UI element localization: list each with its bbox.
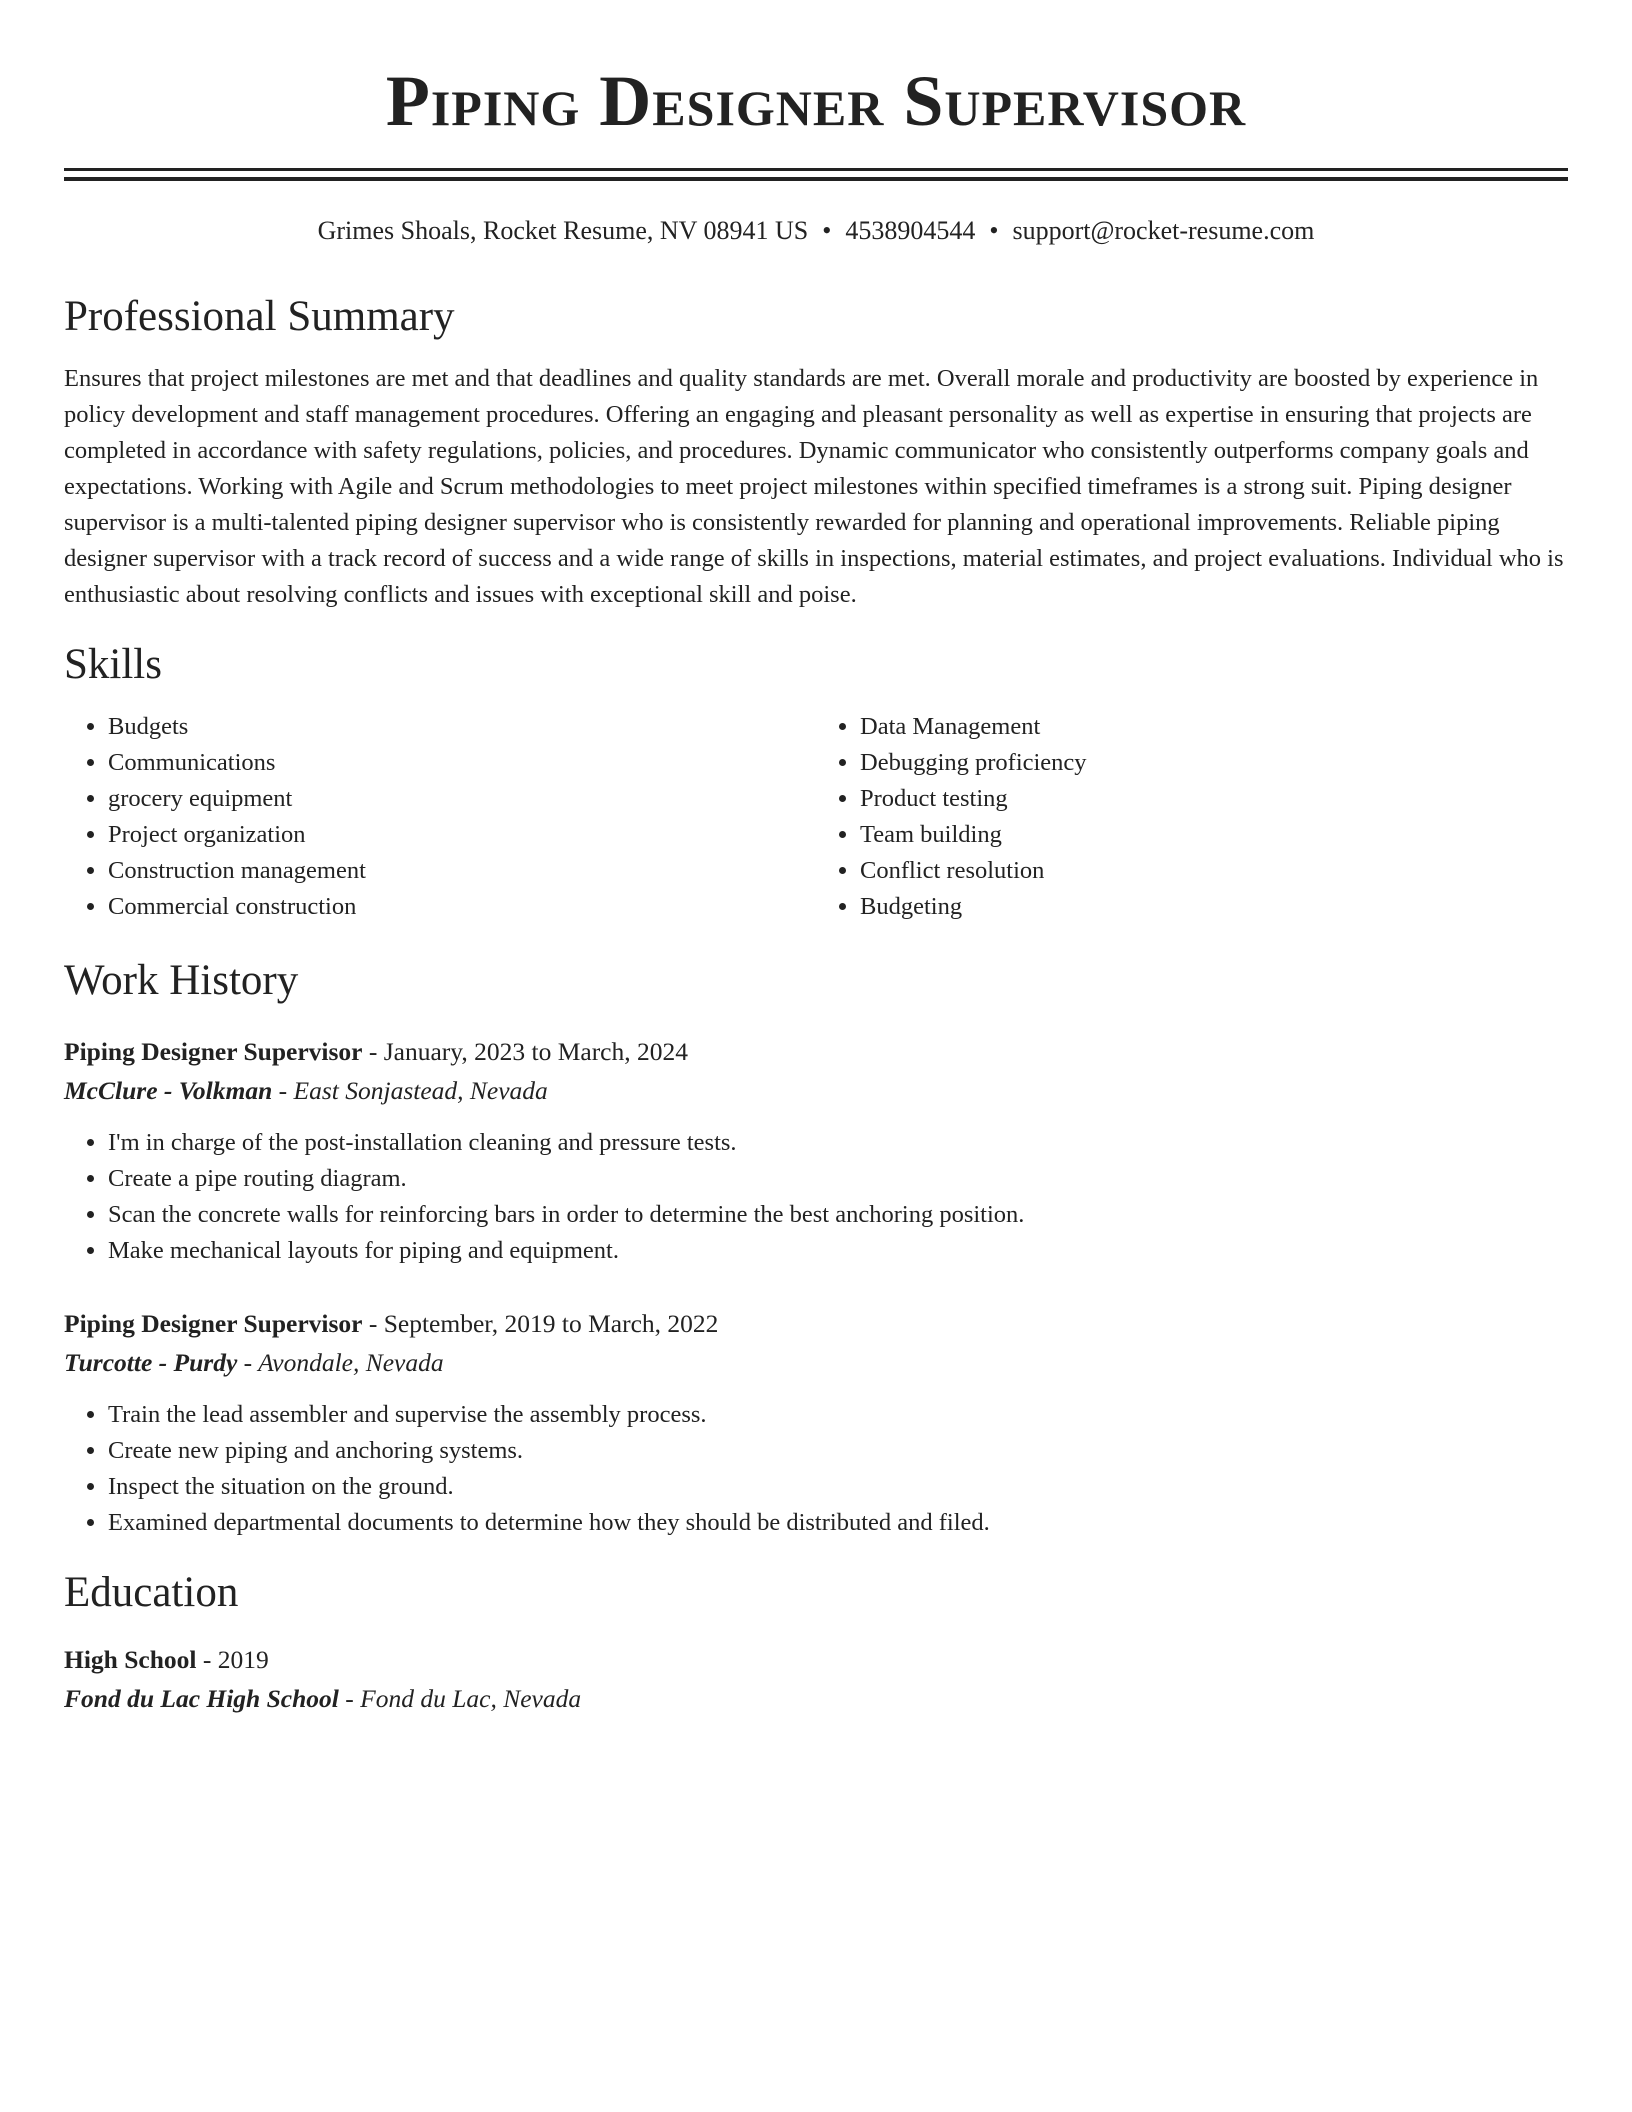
job-bullet: • Train the lead assembler and supervise the assembly process.: [108, 1397, 1568, 1433]
job-bullet: • Examined departmental documents to determine how they should be distributed and filed.: [108, 1505, 1568, 1541]
skill-item: • Data Management: [860, 709, 1568, 745]
job-company-line: [64, 1071, 1568, 1111]
skill-item: • Debugging proficiency: [860, 745, 1568, 781]
contact-address: Grimes Shoals, Rocket Resume, NV 08941 US: [317, 216, 809, 245]
work-history-heading: Work History: [64, 957, 299, 1004]
job-dates: January, 2023 to March, 2024: [383, 1037, 689, 1066]
job-entry: [64, 1033, 1568, 1269]
skill-item: • Commercial construction: [108, 889, 816, 925]
job-title-line: [64, 1033, 1568, 1071]
job-company: McClure - Volkman: [64, 1076, 273, 1105]
skills-heading: Skills: [64, 641, 162, 688]
summary-heading: Professional Summary: [64, 293, 455, 340]
job-role: Piping Designer Supervisor: [64, 1309, 363, 1338]
skill-item: • Construction management: [108, 853, 816, 889]
contact-line: [64, 215, 1568, 247]
education-degree: High School: [64, 1645, 197, 1674]
job-title-line: [64, 1305, 1568, 1343]
skill-item: • Product testing: [860, 781, 1568, 817]
job-company: Turcotte - Purdy: [64, 1348, 238, 1377]
skill-item: • Budgets: [108, 709, 816, 745]
education-school-line: [64, 1679, 1568, 1719]
contact-separator: •: [822, 216, 832, 245]
skill-item: • Communications: [108, 745, 816, 781]
education-school: Fond du Lac High School: [64, 1684, 339, 1713]
job-company-line: [64, 1343, 1568, 1383]
skill-item: • Team building: [860, 817, 1568, 853]
job-dash: -: [237, 1348, 259, 1377]
job-bullet: • I'm in charge of the post-installation cleaning and pressure tests.: [108, 1125, 1568, 1161]
title-divider-bottom: [64, 177, 1568, 181]
job-dash: -: [362, 1309, 384, 1338]
contact-email: support@rocket-resume.com: [1012, 216, 1315, 245]
skill-item: • Budgeting: [860, 889, 1568, 925]
skill-item: • Conflict resolution: [860, 853, 1568, 889]
education-dash: -: [196, 1645, 218, 1674]
job-bullet: • Create a pipe routing diagram.: [108, 1161, 1568, 1197]
job-dash: -: [362, 1037, 384, 1066]
job-bullet: • Create new piping and anchoring systems.: [108, 1433, 1568, 1469]
job-dates: September, 2019 to March, 2022: [383, 1309, 719, 1338]
job-location: Avondale, Nevada: [258, 1348, 444, 1377]
job-role: Piping Designer Supervisor: [64, 1037, 363, 1066]
resume-title: Piping Designer Supervisor: [385, 61, 1247, 141]
job-bullet: • Make mechanical layouts for piping and equipment.: [108, 1233, 1568, 1269]
job-bullets: [64, 1397, 1568, 1541]
job-entry: [64, 1305, 1568, 1541]
job-location: East Sonjastead, Nevada: [293, 1076, 548, 1105]
job-bullet: • Inspect the situation on the ground.: [108, 1469, 1568, 1505]
summary-text: Ensures that project milestones are met and that deadlines and quality standards are met. Overall morale and productivity are boosted by experience in policy development and staff management procedures. Offering an engaging and pleasant personality as well as expertise in ensuring that projects are completed in accordance with safety regulations, policies, and procedures. Dynamic communicator who consistently outperforms company goals and expectations. Working with Agile and Scrum methodologies to meet project milestones within specified timeframes is a strong suit. Piping designer supervisor is a multi-talented piping designer supervisor who is consistently rewarded for planning and operational improvements. Reliable piping designer supervisor with a track record of success and a wide range of skills in inspections, material estimates, and project evaluations. Individual who is enthusiastic about resolving conflicts and issues with exceptional skill and poise.: [64, 365, 1564, 608]
job-dash: -: [272, 1076, 294, 1105]
skill-item: • grocery equipment: [108, 781, 816, 817]
education-dash: -: [338, 1684, 361, 1713]
education-year: 2019: [217, 1645, 269, 1674]
title-divider-top: [64, 168, 1568, 171]
job-bullet: • Scan the concrete walls for reinforcing bars in order to determine the best anchoring position.: [108, 1197, 1568, 1233]
skill-item: • Project organization: [108, 817, 816, 853]
skills-list-left: [64, 709, 816, 925]
contact-phone: 4538904544: [845, 216, 976, 245]
contact-separator: •: [989, 216, 999, 245]
job-bullets: [64, 1125, 1568, 1269]
education-degree-line: [64, 1641, 1568, 1679]
skills-list-right: [816, 709, 1568, 925]
education-location: Fond du Lac, Nevada: [360, 1684, 582, 1713]
education-entry: [64, 1641, 1568, 1719]
skills-columns: [64, 709, 1568, 925]
education-heading: Education: [64, 1569, 239, 1616]
